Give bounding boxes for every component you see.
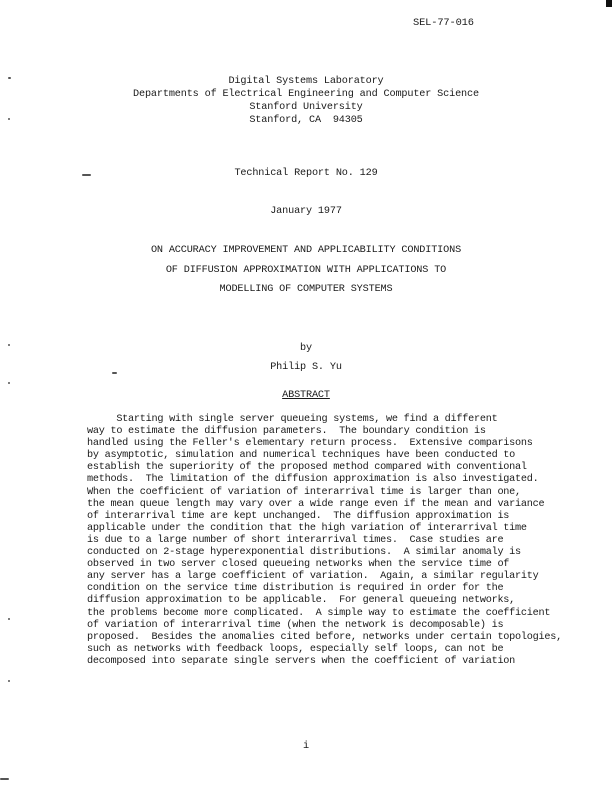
abstract-line: the problems become more complicated. A simple way to estimate the coefficient — [87, 607, 551, 619]
title-line: ON ACCURACY IMPROVEMENT AND APPLICABILITY CONDITIONS — [150, 245, 462, 256]
scan-speck — [8, 618, 10, 620]
title-line: MODELLING OF COMPUTER SYSTEMS — [219, 284, 393, 295]
abstract-line: condition on the service time distribution is required in order for the — [87, 583, 504, 595]
report-id: SEL-77-016 — [413, 17, 474, 29]
by-label: by — [300, 343, 312, 354]
author-name: Philip S. Yu — [270, 362, 342, 373]
abstract-line: methods. The limitation of the diffusion approximation is also investigated. — [87, 474, 539, 486]
scan-corner-mark — [606, 0, 612, 7]
report-date: January 1977 — [270, 206, 342, 217]
abstract-line: applicable under the condition that the high variation of interarrival time — [87, 522, 527, 534]
university: Stanford University — [249, 102, 363, 113]
abstract-line: Starting with single server queueing systems, we find a different — [87, 414, 498, 425]
abstract-line: way to estimate the diffusion parameters. The boundary condition is — [87, 426, 486, 438]
page-number: i — [303, 741, 309, 752]
scan-speck — [8, 382, 10, 384]
abstract-heading: ABSTRACT — [282, 390, 330, 401]
scan-speck — [8, 680, 10, 682]
abstract-line: is due to a large number of short interarrival times. Case studies are — [87, 534, 504, 546]
abstract-line: handled using the Feller's elementary return process. Extensive comparisons — [87, 438, 533, 450]
abstract-line: establish the superiority of the proposed method compared with conventional — [87, 462, 527, 474]
abstract-line: of interarrival time are kept unchanged. The diffusion approximation is — [87, 510, 510, 522]
departments: Departments of Electrical Engineering and Computer Science — [133, 89, 479, 100]
abstract-line: observed in two server closed queueing networks when the service time of — [87, 559, 510, 571]
abstract-line: of variation of interarrival time (when the network is decomposable) is — [87, 619, 504, 631]
report-number: Technical Report No. 129 — [234, 168, 378, 179]
abstract-line: any server has a large coefficient of variation. Again, a similar regularity — [87, 571, 539, 583]
lab-name: Digital Systems Laboratory — [228, 76, 384, 87]
abstract-body — [87, 414, 607, 668]
abstract-line: the mean queue length may vary over a wide range even if the mean and variance — [87, 498, 545, 510]
abstract-line: conducted on 2-stage hyperexponential distributions. A similar anomaly is — [87, 547, 521, 559]
abstract-line: decomposed into separate single servers when the coefficient of variation — [87, 655, 516, 667]
abstract-line: proposed. Besides the anomalies cited before, networks under certain topologies, — [87, 631, 562, 643]
abstract-line: such as networks with feedback loops, especially self loops, can not be — [87, 643, 504, 655]
scan-speck — [0, 778, 9, 780]
abstract-line: by asymptotic, simulation and numerical techniques have been conducted to — [87, 450, 516, 462]
location: Stanford, CA 94305 — [249, 115, 363, 126]
abstract-line: diffusion approximation to be applicable. For general queueing networks, — [87, 595, 516, 607]
abstract-line: When the coefficient of variation of interarrival time is larger than one, — [87, 486, 521, 498]
title-line: OF DIFFUSION APPROXIMATION WITH APPLICATIONS TO — [165, 265, 447, 276]
